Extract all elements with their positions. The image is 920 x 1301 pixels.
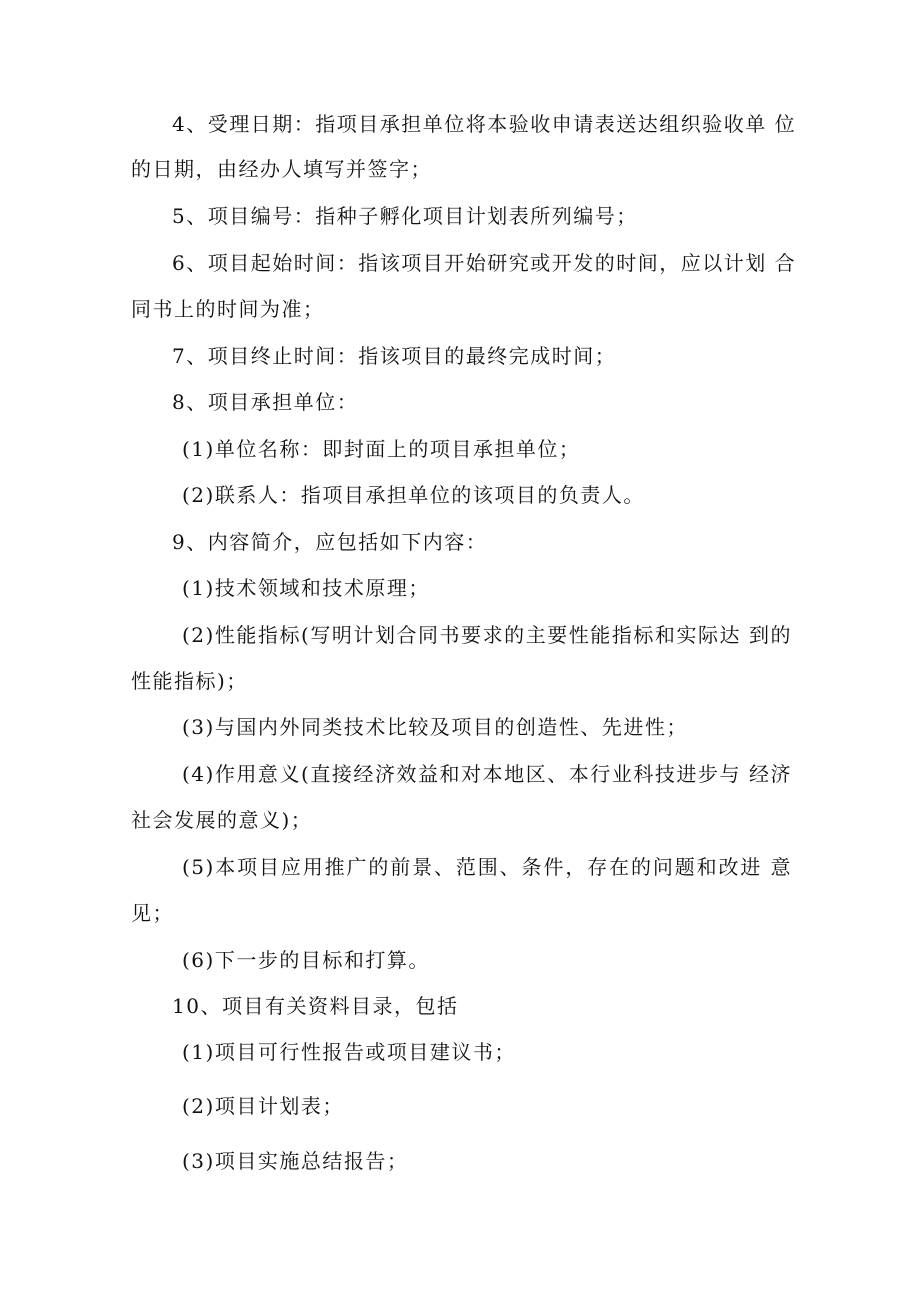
item-8-undertaking-unit: 8、项目承担单位：	[172, 390, 359, 414]
item-10-sub-2-plan-table: (2)项目计划表；	[182, 1094, 344, 1118]
item-10-sub-1-feasibility: (1)项目可行性报告或项目建议书；	[182, 1040, 516, 1064]
item-9-sub-5-prospects-cont: 见；	[131, 901, 174, 925]
item-10-sub-3-summary-report: (3)项目实施总结报告；	[182, 1149, 409, 1173]
item-4-receipt-date: 4、受理日期：指项目承担单位将本验收申请表送达组织验收单 位	[172, 112, 797, 136]
item-5-project-number: 5、项目编号：指种子孵化项目计划表所列编号；	[172, 204, 638, 228]
item-9-sub-5-prospects: (5)本项目应用推广的前景、范围、条件，存在的问题和改进 意	[182, 855, 792, 879]
item-6-start-time: 6、项目起始时间：指该项目开始研究或开发的时间，应以计划 合	[172, 251, 797, 275]
item-9-sub-1-tech-field: (1)技术领域和技术原理；	[182, 576, 430, 600]
item-9-sub-2-performance: (2)性能指标(写明计划合同书要求的主要性能指标和实际达 到的	[182, 623, 792, 647]
item-6-start-time-cont: 同书上的时间为准；	[131, 297, 325, 321]
item-9-sub-4-significance-cont: 社会发展的意义)；	[131, 808, 313, 832]
item-9-sub-6-next-steps: (6)下一步的目标和打算。	[182, 948, 430, 972]
item-9-sub-2-performance-cont: 性能指标)；	[131, 669, 248, 693]
item-8-sub-2-contact: (2)联系人：指项目承担单位的该项目的负责人。	[182, 483, 645, 507]
item-4-receipt-date-cont: 的日期，由经办人填写并签字；	[131, 157, 432, 181]
item-9-content-summary: 9、内容简介，应包括如下内容：	[172, 530, 488, 554]
item-8-sub-1-unit-name: (1)单位名称：即封面上的项目承担单位；	[182, 437, 581, 461]
item-9-sub-3-comparison: (3)与国内外同类技术比较及项目的创造性、先进性；	[182, 715, 688, 739]
item-9-sub-4-significance: (4)作用意义(直接经济效益和对本地区、本行业科技进步与 经济	[182, 762, 792, 786]
item-7-end-time: 7、项目终止时间：指该项目的最终完成时间；	[172, 344, 617, 368]
item-10-materials-list: 10、项目有关资料目录，包括	[172, 994, 459, 1018]
